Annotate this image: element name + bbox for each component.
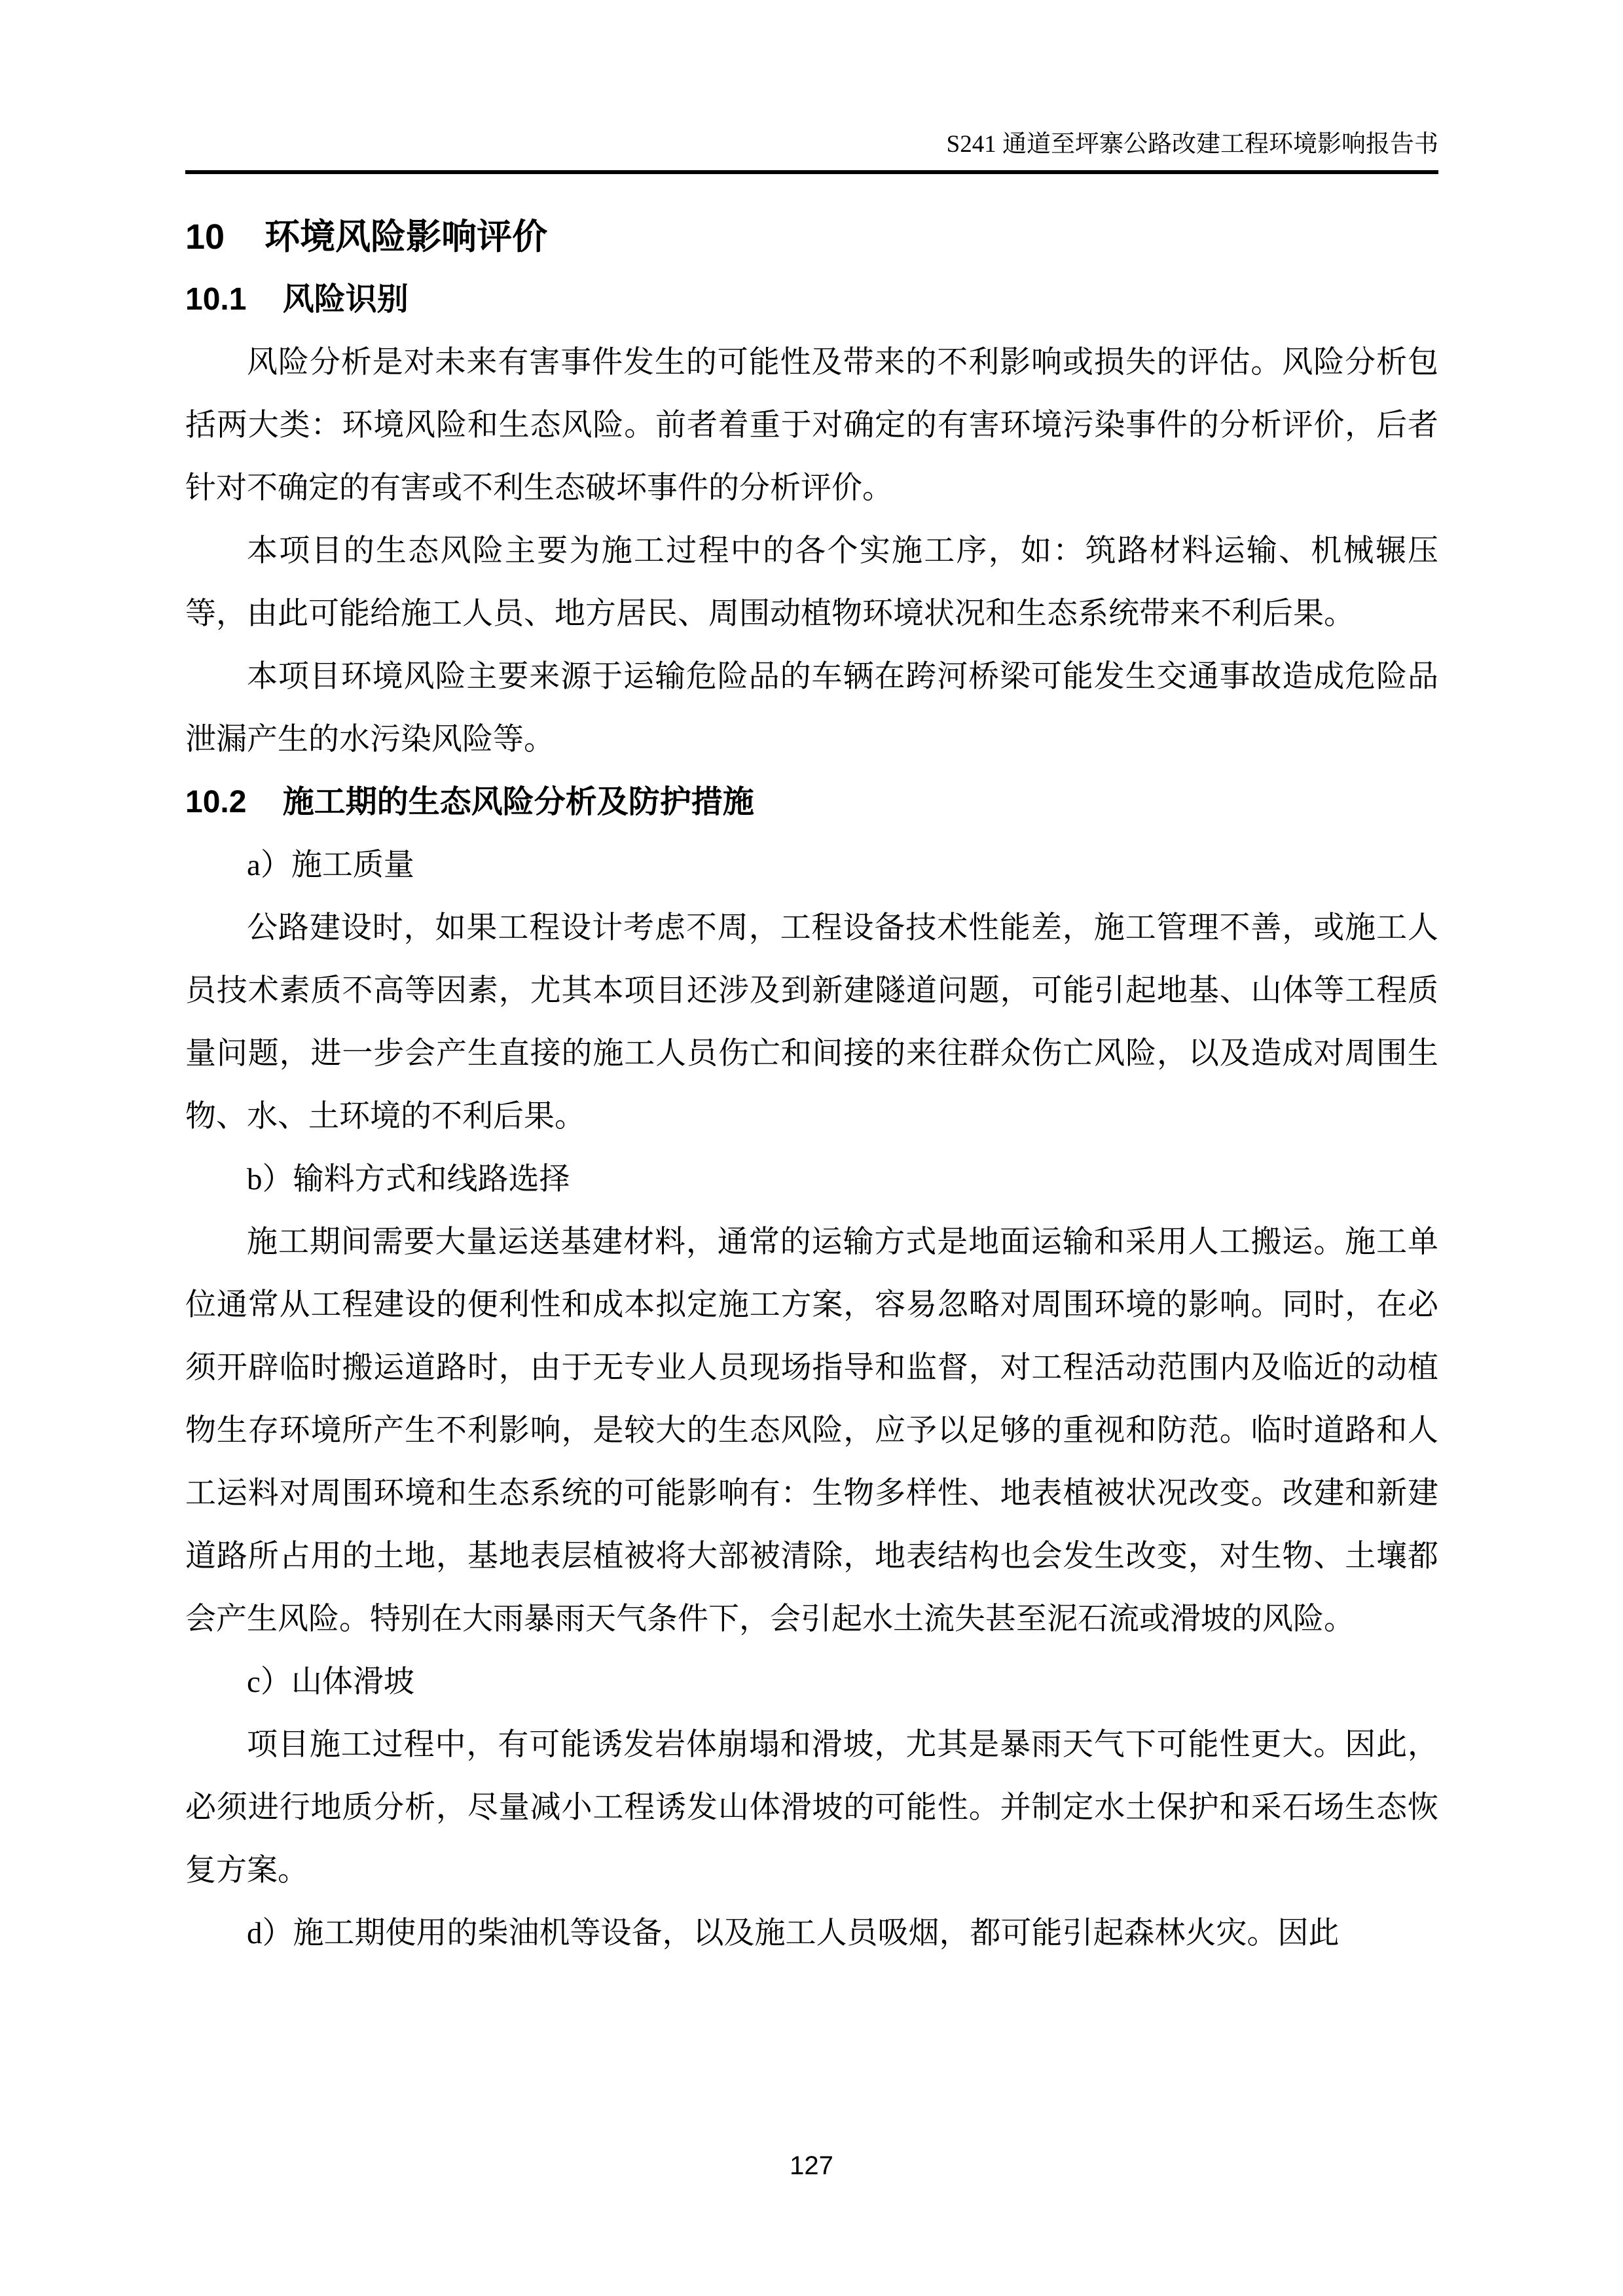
paragraph-construction-quality: 公路建设时，如果工程设计考虑不周，工程设备技术性能差，施工管理不善，或施工人员技术素质不高等因素，尤其本项目还涉及到新建隧道问题，可能引起地基、山体等工程质量问题，进一步会产生直接的施工人员伤亡和间接的来往群众伤亡风险，以及造成对周围生物、水、土环境的不利后果。 xyxy=(185,911,1438,1134)
item-b-heading: b）输料方式和线路选择 xyxy=(247,1162,570,1196)
page-content xyxy=(185,206,1438,1965)
paragraph-ecological-risk: 本项目的生态风险主要为施工过程中的各个实施工序，如：筑路材料运输、机械辗压等，由此可能给施工人员、地方居民、周围动植物环境状况和生态系统带来不利后果。 xyxy=(185,534,1438,631)
chapter-number: 10 xyxy=(185,217,225,257)
section-number: 10.2 xyxy=(185,785,247,819)
header-title: S241 通道至坪寨公路改建工程环境影响报告书 xyxy=(946,131,1438,158)
section-number: 10.1 xyxy=(185,282,247,317)
page-header xyxy=(185,130,1438,174)
paragraph-environmental-risk: 本项目环境风险主要来源于运输危险品的车辆在跨河桥梁可能发生交通事故造成危险品泄漏产生的水污染风险等。 xyxy=(185,660,1438,757)
paragraph-item-d-fire-risk: d）施工期使用的柴油机等设备，以及施工人员吸烟，都可能引起森林火灾。因此 xyxy=(247,1916,1340,1950)
page-number: 127 xyxy=(790,2151,833,2180)
section-title: 施工期的生态风险分析及防护措施 xyxy=(282,785,754,819)
chapter-heading xyxy=(185,206,1438,268)
section-title: 风险识别 xyxy=(282,282,409,317)
item-c-heading: c）山体滑坡 xyxy=(247,1665,414,1699)
section-heading-10-2 xyxy=(185,771,1438,834)
page-footer xyxy=(0,2151,1623,2181)
paragraph-risk-definition: 风险分析是对未来有害事件发生的可能性及带来的不利影响或损失的评估。风险分析包括两大类：环境风险和生态风险。前者着重于对确定的有害环境污染事件的分析评价，后者针对不确定的有害或不利生态破坏事件的分析评价。 xyxy=(185,346,1438,505)
paragraph-landslide: 项目施工过程中，有可能诱发岩体崩塌和滑坡，尤其是暴雨天气下可能性更大。因此，必须进行地质分析，尽量减小工程诱发山体滑坡的可能性。并制定水土保护和采石场生态恢复方案。 xyxy=(185,1728,1438,1888)
paragraph-material-transport: 施工期间需要大量运送基建材料，通常的运输方式是地面运输和采用人工搬运。施工单位通常从工程建设的便利性和成本拟定施工方案，容易忽略对周围环境的影响。同时，在必须开辟临时搬运道路时，由于无专业人员现场指导和监督，对工程活动范围内及临近的动植物生存环境所产生不利影响，是较大的生态风险，应予以足够的重视和防范。临时道路和人工运料对周围环境和生态系统的可能影响有：生物多样性、地表植被状况改变。改建和新建道路所占用的土地，基地表层植被将大部被清除，地表结构也会发生改变，对生物、土壤都会产生风险。特别在大雨暴雨天气条件下，会引起水土流失甚至泥石流或滑坡的风险。 xyxy=(185,1225,1438,1636)
section-heading-10-1 xyxy=(185,268,1438,331)
item-a-heading: a）施工质量 xyxy=(247,848,414,882)
chapter-title: 环境风险影响评价 xyxy=(264,217,548,257)
